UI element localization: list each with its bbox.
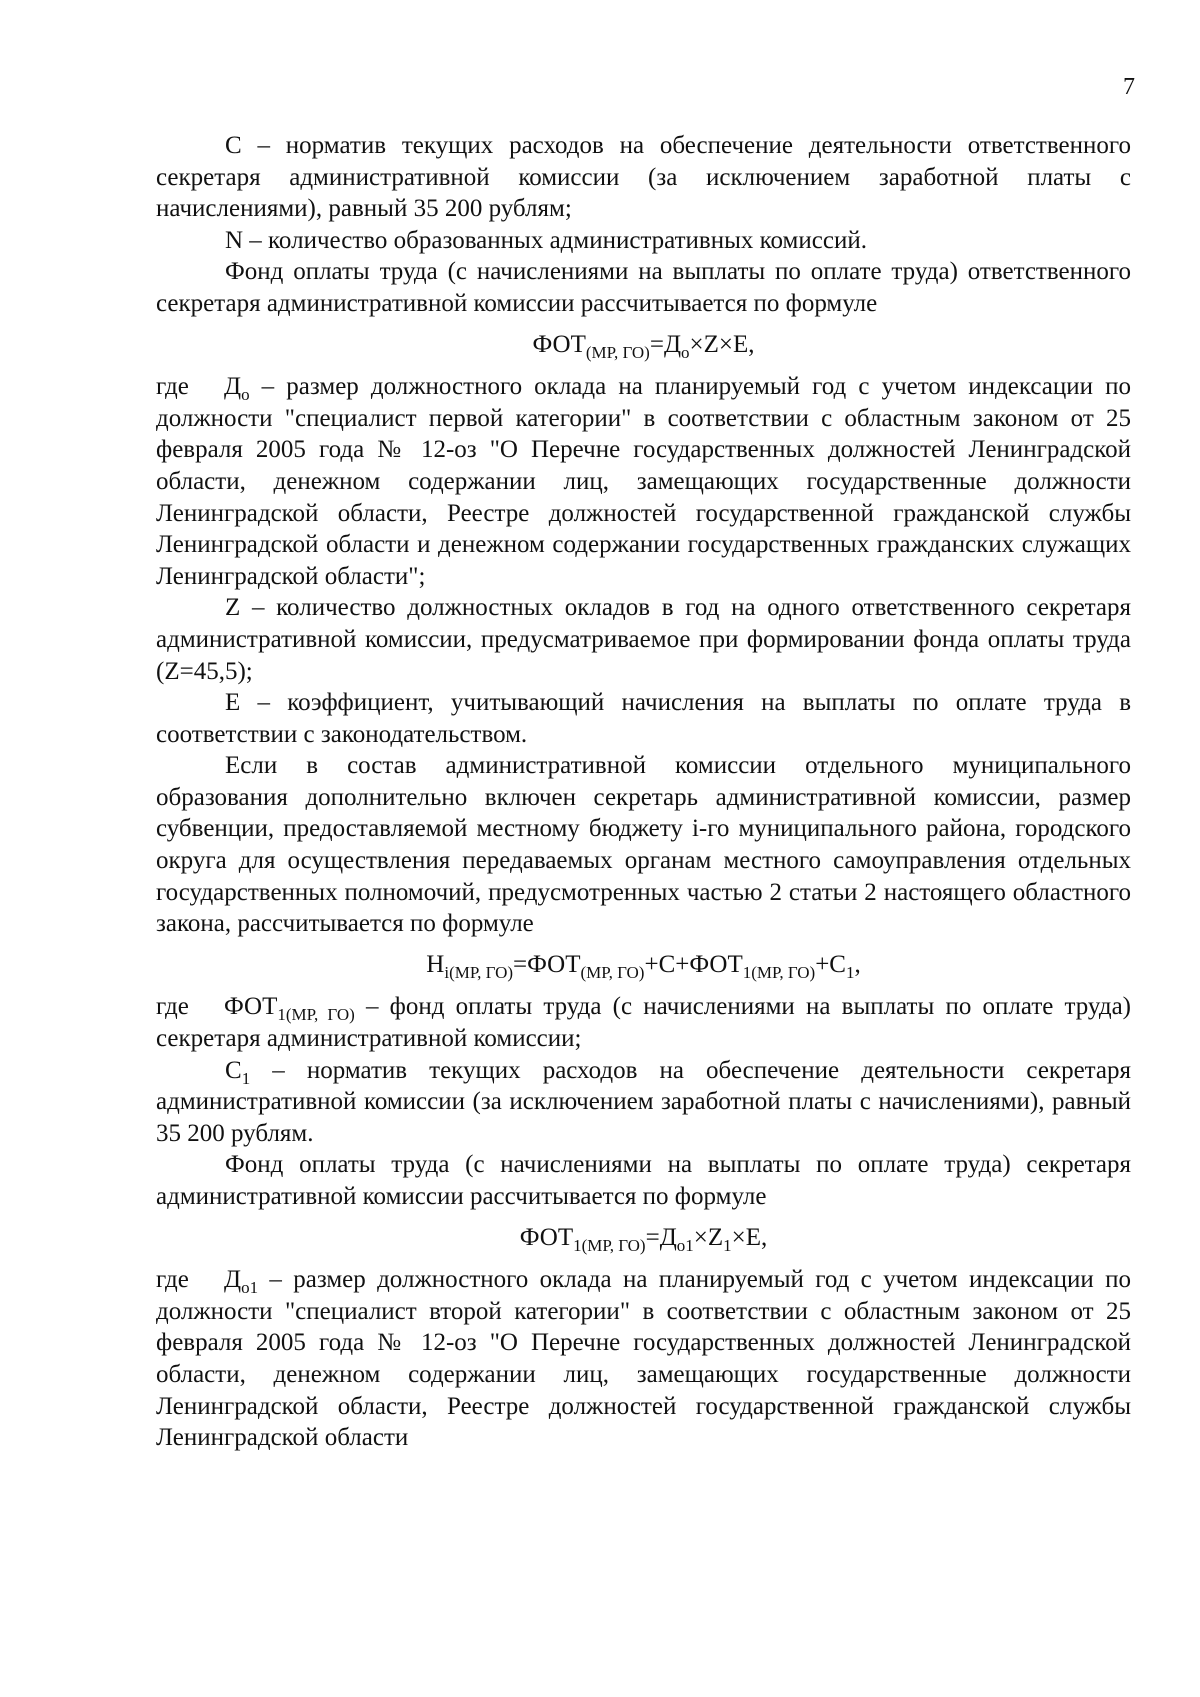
formula-fot: $ФОТ_{(МР, ГО)}=Д_о\times Z\times Е$, xyxy=(532,330,755,362)
document-body xyxy=(156,130,1131,1454)
paragraph-fot1-definition: где $ФОТ_{1(МР, ГО)}$ – фонд оплаты труда (с начислениями на выплаты по оплате труда) секретаря административной комиссии; xyxy=(156,993,1131,1053)
paragraph-z-definition: Z – количество должностных окладов в год на одного ответственного секретаря административной комиссии, предусматриваемое при формировании фонда оплаты труда (Z=45,5); xyxy=(156,594,1131,685)
paragraph-n-definition: N – количество образованных административных комиссий. xyxy=(225,226,867,254)
paragraph-secretary-intro: Если в состав административной комиссии отдельного муниципального образования дополнительно включен секретарь административной комиссии, размер субвенции, предоставляемой местному бюджету i-го муниципального района, городского округа для осуществления передаваемых органам местного самоуправления отдельных государственных полномочий, предусмотренных частью 2 статьи 2 настоящего областного закона, рассчитывается по формуле xyxy=(156,752,1131,938)
formula-subvention: $Н_{i(МР, ГО)}=ФОТ_{(МР, ГО)}+С+ФОТ_{1(МР, ГО)}+С_1$, xyxy=(426,950,861,982)
paragraph-d-definition: где $Д_о$ – размер должностного оклада на планируемый год с учетом индексации по должности "специалист первой категории" в соответствии с областным законом от 25 февраля 2005 года № 12-оз "О Перечне государственных должностей Ленинградской области, денежном содержании лиц, замещающих государственные должности Ленинградской области, Реестре должностей государственной гражданской службы Ленинградской области и денежном содержании государственных гражданских служащих Ленинградской области"; xyxy=(156,373,1131,590)
paragraph-fot1-intro: Фонд оплаты труда (с начислениями на выплаты по оплате труда) секретаря административной комиссии рассчитывается по формуле xyxy=(156,1151,1131,1210)
paragraph-c1-definition: $С_1$ – норматив текущих расходов на обеспечение деятельности секретаря административной комиссии (за исключением заработной платы с начислениями), равный 35 200 рублям. xyxy=(156,1056,1131,1147)
paragraph-c-definition: С – норматив текущих расходов на обеспечение деятельности ответственного секретаря административной комиссии (за исключением заработной платы с начислениями), равный 35 200 рублям; xyxy=(156,132,1131,223)
paragraph-d1-definition: где $Д_{о1}$ – размер должностного оклада на планируемый год с учетом индексации по должности "специалист второй категории" в соответствии с областным законом от 25 февраля 2005 года № 12-оз "О Перечне государственных должностей Ленинградской области, денежном содержании лиц, замещающих государственные должности Ленинградской области, Реестре должностей государственной гражданской службы Ленинградской области xyxy=(156,1266,1131,1452)
formula-fot1: $ФОТ_{1(МР, ГО)}=Д_{о1}\times Z_1\times Е$, xyxy=(519,1223,768,1255)
paragraph-e-definition: Е – коэффициент, учитывающий начисления на выплаты по оплате труда в соответствии с законодательством. xyxy=(156,689,1131,748)
paragraph-fot-intro: Фонд оплаты труда (с начислениями на выплаты по оплате труда) ответственного секретаря административной комиссии рассчитывается по формуле xyxy=(156,258,1131,317)
page-number: 7 xyxy=(1123,74,1135,100)
